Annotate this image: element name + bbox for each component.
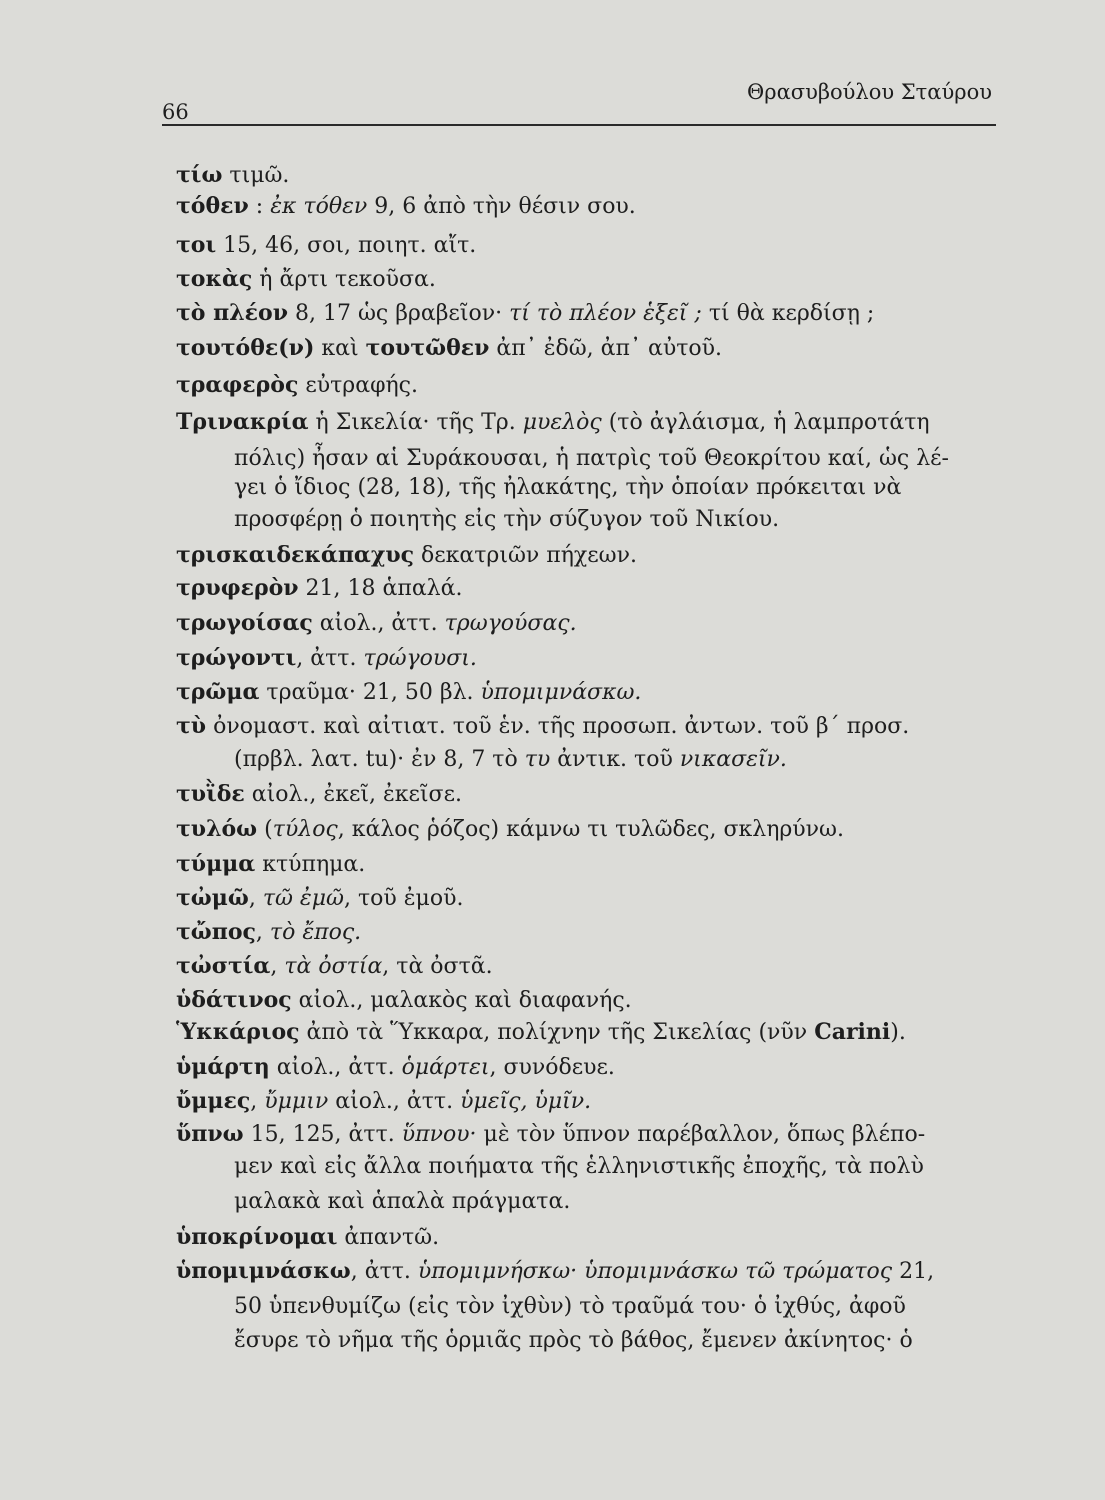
entry-text: αἰολ., ἐκεῖ, ἐκεῖσε. [244, 782, 462, 807]
entry-line [176, 608, 577, 639]
entry-text: 21, [892, 1259, 935, 1284]
entry-text: ( [257, 817, 273, 842]
entry-line [234, 1326, 913, 1356]
entry-text: μεν καὶ εἰς ἄλλα ποιήματα τῆς ἑλληνιστικῆς ἐποχῆς, τὰ πολὺ [234, 1154, 924, 1179]
entry-line [176, 779, 462, 810]
entry-text: ὁμάρτει [401, 1055, 490, 1080]
headword: τυῒδε [176, 781, 245, 807]
headword: τὤπος [176, 919, 256, 945]
entry-line [176, 573, 462, 604]
entry-text: τί θὰ κερδίσῃ ; [701, 301, 875, 326]
entry-line [176, 370, 418, 401]
entry-text: (τὸ ἀγλάισμα, ἡ λαμπροτάτη [601, 410, 930, 435]
entry-line [176, 1119, 925, 1150]
entry-text: , συνόδευε. [489, 1055, 615, 1080]
entry-text: : [248, 194, 271, 219]
entry-text: τὰ ὀστία [284, 954, 383, 979]
entry-line [176, 1017, 906, 1048]
entry-text: αἰολ., ἀττ. [328, 1089, 461, 1114]
entry-line [176, 264, 436, 295]
headword: τρωγοίσας [176, 610, 313, 636]
entry-line [176, 849, 365, 880]
entry-line [176, 643, 477, 674]
entry-text: ἐκ τόθεν [270, 194, 368, 219]
entry-line [176, 1086, 591, 1117]
entry-text: τί τὸ πλέον ἑξεῖ ; [509, 301, 702, 326]
entry-text: , κάλος ῥόζος) κάμνω τι τυλῶδες, σκληρύνω. [337, 817, 844, 842]
entry-text: γει ὁ ἴδιος (28, 18), τῆς ἠλακάτης, τὴν ὁποίαν πρόκειται νὰ [234, 475, 902, 500]
entry-text: , [248, 886, 263, 911]
headword: τουτῶθεν [365, 335, 490, 361]
entry-text: τυ [524, 747, 551, 772]
entry-text: , [255, 920, 270, 945]
headword: ὔμμες [176, 1088, 251, 1114]
entry-text: 15, 46, σοι, ποιητ. αἴτ. [216, 233, 477, 258]
entry-line [234, 1187, 570, 1217]
headword: ὕπνω [176, 1121, 244, 1147]
page-number: 66 [162, 100, 189, 124]
entry-text: , τὰ ὀστᾶ. [382, 954, 493, 979]
headword: τὠστία [176, 953, 271, 979]
headword: τρώγοντι [176, 645, 297, 671]
headword: ὑμάρτη [176, 1054, 270, 1080]
entry-text: 50 ὑπενθυμίζω (εἰς τὸν ἰχθὺν) τὸ τραῦμά του· ὁ ἰχθύς, ἀφοῦ [234, 1294, 906, 1319]
entry-line [176, 1256, 934, 1287]
entry-text: τιμῶ. [222, 163, 290, 188]
entry-text: τύλος [272, 817, 338, 842]
entry-text: ἀπὸ τὰ Ὕκκαρα, πολίχνην τῆς Σικελίας (νῦν [299, 1020, 815, 1045]
entry-text: τραῦμα· 21, 50 βλ. [259, 680, 481, 705]
entry-text: ὕπνου· [401, 1122, 477, 1147]
entry-text: κτύπημα. [255, 852, 366, 877]
entry-line [176, 1052, 615, 1083]
headword: τραφερὸς [176, 372, 299, 398]
entry-text: ἡ ἄρτι τεκοῦσα. [252, 267, 436, 292]
entry-text: αἰολ., ἀττ. [269, 1055, 402, 1080]
headword: τρῶμα [176, 679, 260, 705]
entry-line [234, 1292, 906, 1322]
entry-line [176, 540, 637, 571]
entry-text: ). [890, 1020, 906, 1045]
entry-text: ἀντικ. τοῦ [550, 747, 680, 772]
entry-text: προσφέρῃ ὁ ποιητὴς εἰς τὴν σύζυγον τοῦ Νικίου. [234, 507, 780, 532]
entry-line [176, 230, 476, 261]
entry-text: ὑμεῖς, ὑμῖν. [460, 1089, 592, 1114]
entry-text: , ἀττ. [296, 646, 364, 671]
headword: Carini [814, 1019, 891, 1045]
entry-text: ὑπομιμνάσκω τῶ τρώματος [584, 1259, 893, 1284]
entry-text: τὸ ἔπος. [269, 920, 362, 945]
entry-line [176, 883, 463, 914]
headword: τὸ πλέον [176, 300, 288, 326]
entry-text: 15, 125, ἀττ. [243, 1122, 402, 1147]
entry-line [176, 407, 930, 438]
entry-text: καὶ [314, 336, 366, 361]
entry-text: αἰολ., ἀττ. [312, 611, 445, 636]
entry-text: 9, 6 ἀπὸ τὴν θέσιν σου. [367, 194, 636, 219]
entry-text: ἀπαντῶ. [337, 1225, 440, 1250]
entry-line [176, 985, 632, 1016]
entry-text: , [250, 1089, 265, 1114]
headword: τόθεν [176, 193, 249, 219]
entry-text: μαλακὰ καὶ ἁπαλὰ πράγματα. [234, 1189, 571, 1214]
entry-text: ἡ Σικελία· τῆς Τρ. [308, 410, 523, 435]
headword: ὑδάτινος [176, 987, 292, 1013]
entry-text: εὐτραφής. [298, 373, 418, 398]
entry-line [176, 917, 361, 948]
entry-text: αἰολ., μαλακὸς καὶ διαφανής. [291, 988, 632, 1013]
entry-line [176, 814, 844, 845]
entry-text: 8, 17 ὡς βραβεῖον· [287, 301, 510, 326]
page-header [162, 78, 996, 126]
entry-text: ἀπ᾽ ἐδῶ, ἀπ᾽ αὐτοῦ. [489, 336, 722, 361]
entry-text: , τοῦ ἐμοῦ. [343, 886, 464, 911]
headword: τρυφερὸν [176, 575, 299, 601]
entry-text: δεκατριῶν πήχεων. [414, 543, 637, 568]
headword: τουτόθε(ν) [176, 335, 315, 361]
entry-line [234, 473, 901, 503]
entry-line [176, 677, 641, 708]
entry-text: τῶ ἐμῶ [262, 886, 344, 911]
entry-line [234, 505, 779, 535]
entry-text: ὑπομιμνήσκω· [417, 1259, 578, 1284]
headword: Τρινακρία [176, 409, 309, 435]
headword: τοκὰς [176, 266, 253, 292]
entry-line [176, 1222, 439, 1253]
headword: Ὑκκάριος [176, 1019, 300, 1045]
headword: τὺ [176, 713, 207, 739]
entry-text: 21, 18 ἁπαλά. [298, 576, 463, 601]
entry-line [176, 160, 289, 191]
headword: ὑποκρίνομαι [176, 1224, 338, 1250]
headword: τρισκαιδεκάπαχυς [176, 542, 414, 568]
entry-text: τρώγουσι. [363, 646, 477, 671]
entry-text: νικασεῖν. [679, 747, 787, 772]
headword: τὠμῶ [176, 885, 249, 911]
headword: ὑπομιμνάσκω [176, 1258, 351, 1284]
entry-text: ὀνομαστ. καὶ αἰτιατ. τοῦ ἑν. τῆς προσωπ. ἀντων. τοῦ β΄ προσ. [206, 714, 910, 739]
entry-line [176, 298, 874, 329]
entry-text: μυελὸς [522, 410, 602, 435]
running-title: Θρασυβούλου Σταύρου [747, 80, 992, 104]
entry-text: ἔσυρε τὸ νῆμα τῆς ὁρμιᾶς πρὸς τὸ βάθος, ἔμενεν ἀκίνητος· ὁ [234, 1328, 913, 1353]
entry-line [234, 745, 787, 775]
entry-line [176, 333, 722, 364]
entry-text: πόλις) ἦσαν αἱ Συράκουσαι, ἡ πατρὶς τοῦ Θεοκρίτου καί, ὡς λέ- [234, 446, 949, 471]
entry-text: , ἀττ. [350, 1259, 418, 1284]
entry-line [176, 711, 909, 742]
entry-line [176, 191, 636, 222]
entry-line [234, 444, 949, 474]
entry-text: (πρβλ. λατ. tu)· ἐν 8, 7 τὸ [234, 747, 525, 772]
headword: τίω [176, 162, 223, 188]
entry-line [234, 1152, 924, 1182]
headword: τυλόω [176, 816, 258, 842]
headword: τοι [176, 232, 217, 258]
entry-text: , [270, 954, 285, 979]
entry-text: ὑπομιμνάσκω. [480, 680, 642, 705]
entry-line [176, 951, 493, 982]
entry-text: τρωγούσας. [444, 611, 577, 636]
entry-text: ὔμμιν [264, 1089, 329, 1114]
entry-text: μὲ τὸν ὕπνον παρέβαλλον, ὅπως βλέπο- [476, 1122, 926, 1147]
headword: τύμμα [176, 851, 256, 877]
